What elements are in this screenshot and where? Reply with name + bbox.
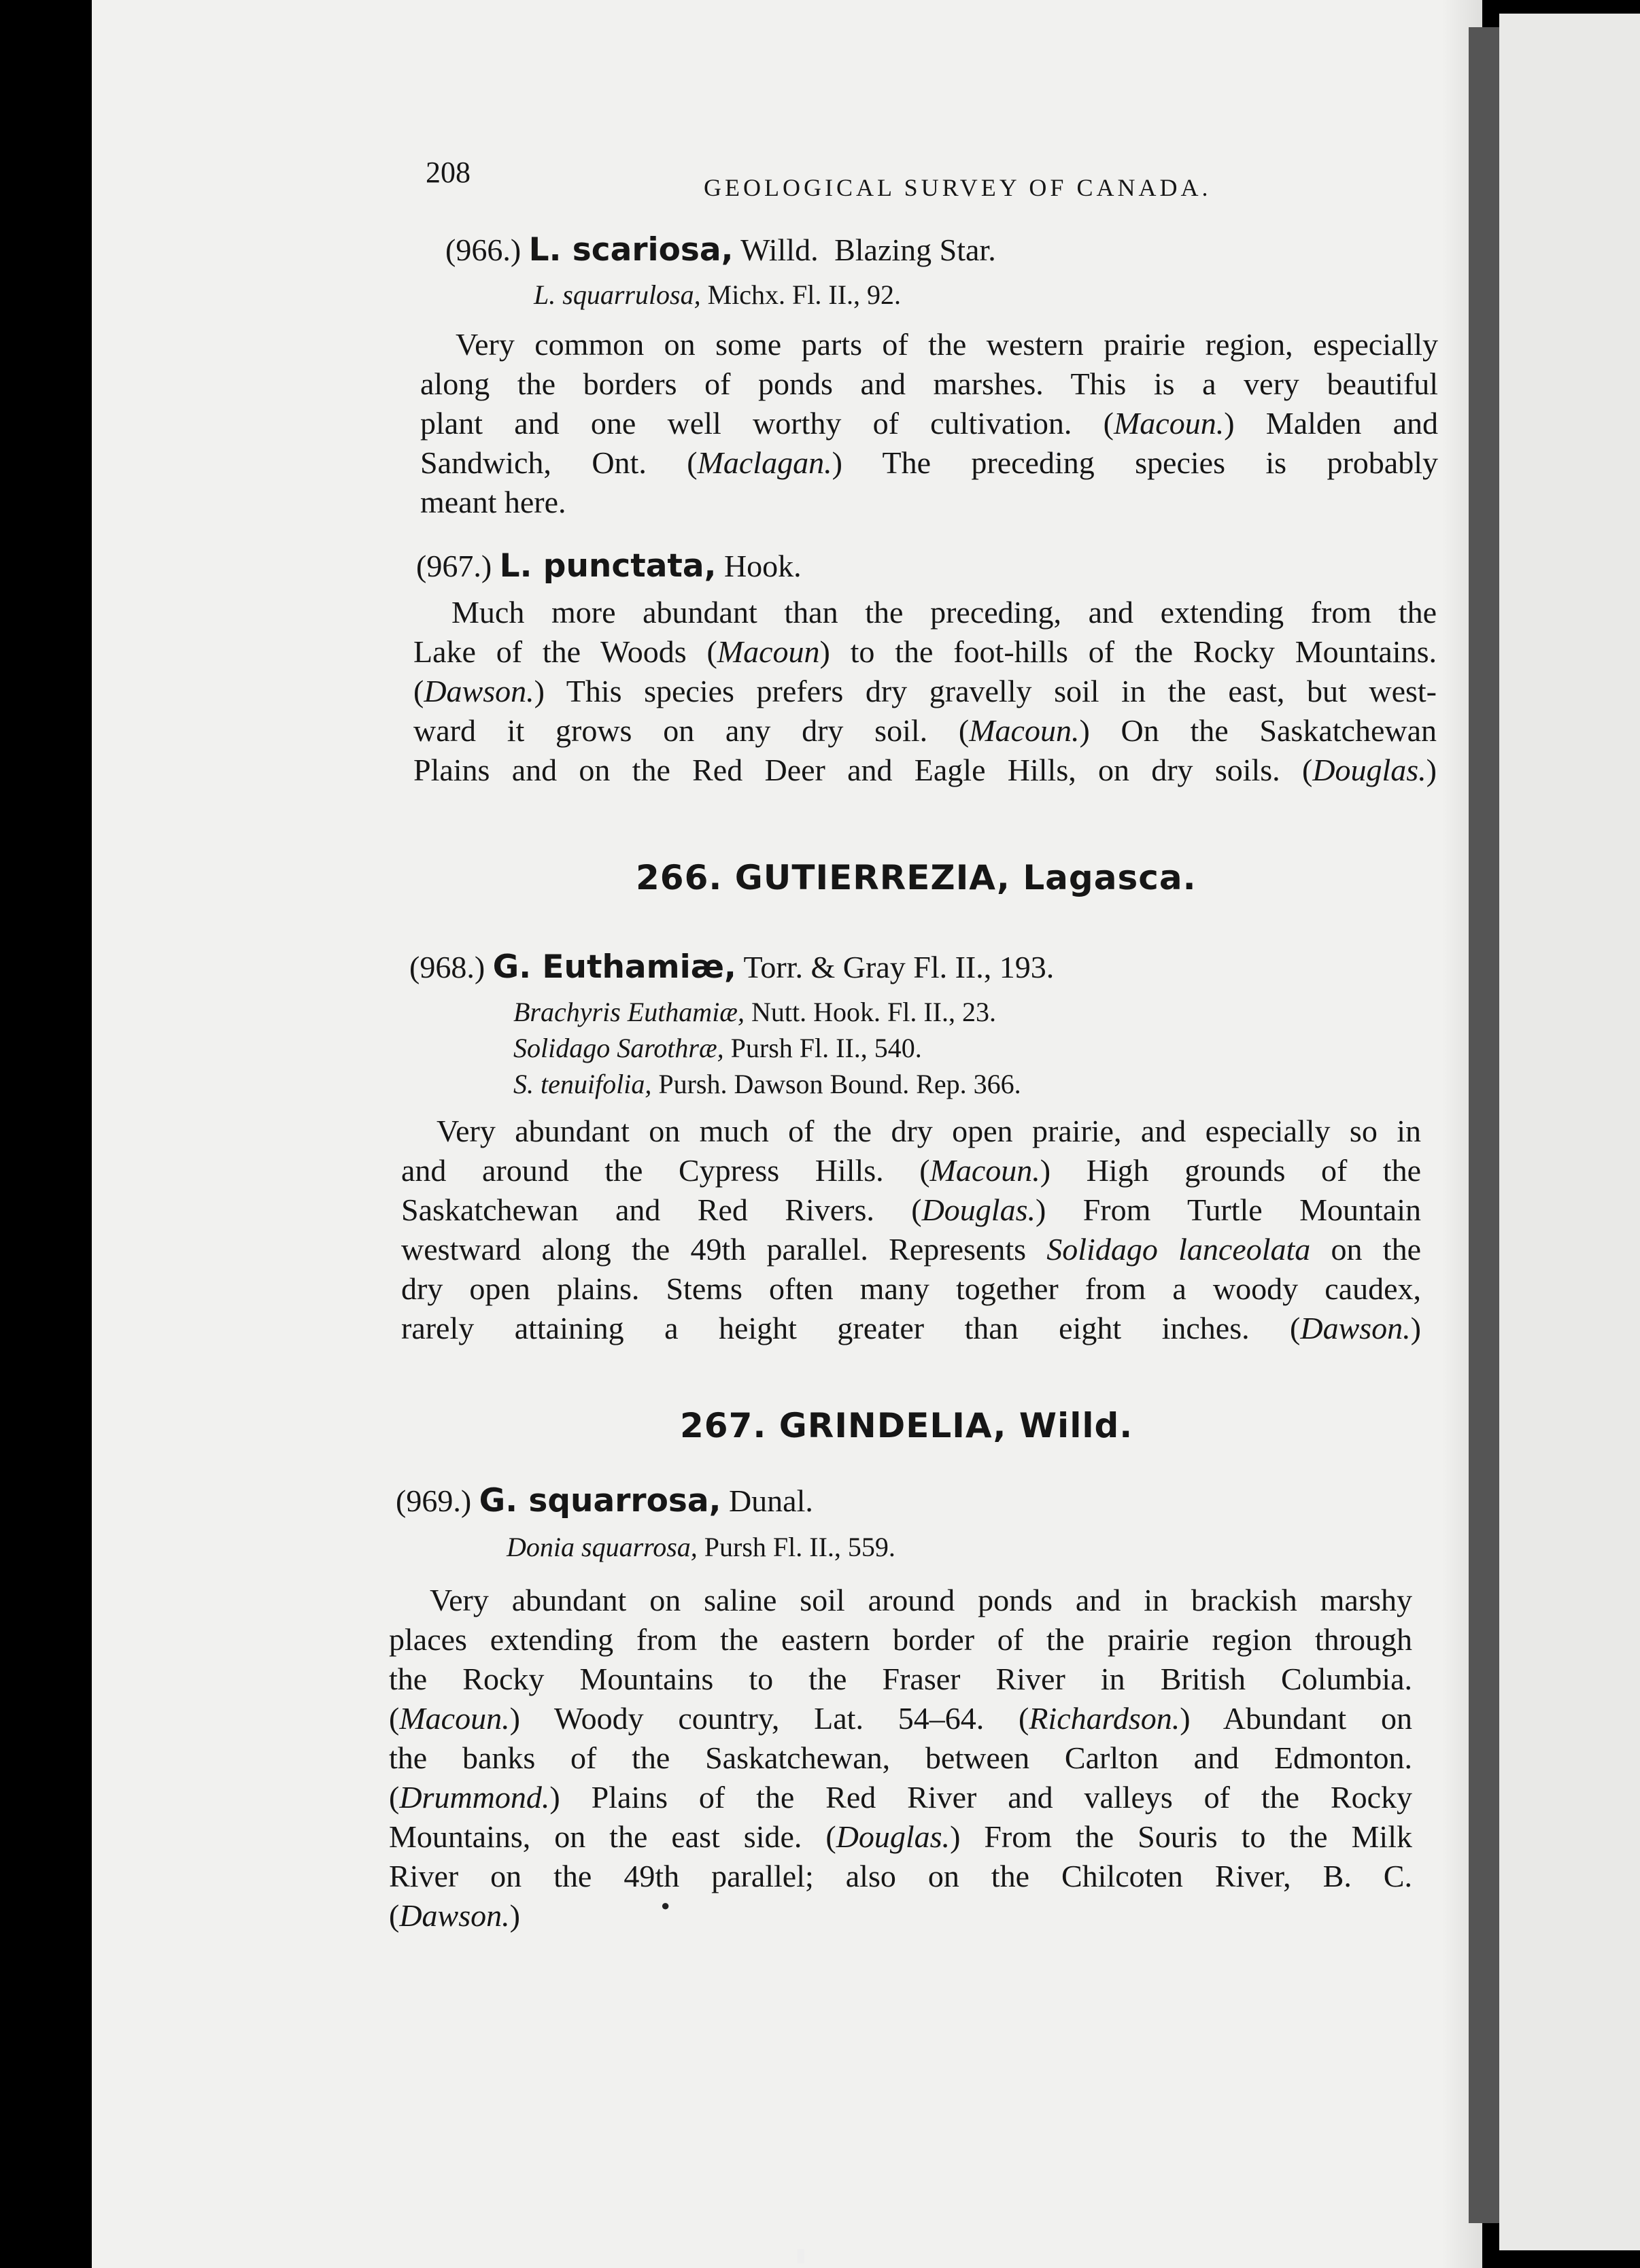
common-name: Blazing Star.: [834, 233, 996, 267]
text-line: along the borders of ponds and marshes. This is a very beautiful: [420, 366, 1438, 401]
text-line: (Macoun.) Woody country, Lat. 54–64. (Richardson.) Abundant on: [389, 1701, 1412, 1736]
entry-966-text: [420, 325, 1438, 522]
entry-number: (966.): [445, 233, 522, 267]
synonym-line: [534, 279, 901, 311]
synonym-line: Solidago Sarothræ, Pursh Fl. II., 540.: [513, 1033, 922, 1063]
text-line: River on the 49th parallel; also on the Chilcoten River, B. C.: [389, 1859, 1412, 1893]
entry-967-text: [413, 593, 1437, 790]
synonym-ref: Michx. Fl. II., 92.: [707, 279, 902, 310]
running-title: GEOLOGICAL SURVEY OF CANADA.: [704, 174, 1212, 201]
species-author: Torr. & Gray Fl. II., 193.: [743, 950, 1055, 984]
text-line: and around the Cypress Hills. (Macoun.) High grounds of the: [401, 1153, 1421, 1188]
text-line: Sandwich, Ont. (Maclagan.) The preceding species is probably: [420, 445, 1438, 480]
text-line: the banks of the Saskatchewan, between Carlton and Edmonton.: [389, 1740, 1412, 1775]
species-name: G. Euthamiæ,: [492, 948, 736, 986]
entry-number: (967.): [416, 549, 492, 583]
text-line: westward along the 49th parallel. Represents Solidago lanceolata on the: [401, 1232, 1421, 1267]
page-number: 208: [426, 156, 471, 189]
text-line: Much more abundant than the preceding, and extending from the: [451, 595, 1437, 630]
genus-heading-267: 267. GRINDELIA, Willd.: [680, 1406, 1133, 1445]
entry-968-heading: [409, 948, 1054, 986]
genus-heading-266: 266. GUTIERREZIA, Lagasca.: [636, 858, 1197, 897]
text-line: the Rocky Mountains to the Fraser River in British Columbia.: [389, 1662, 1412, 1696]
text-line: Very common on some parts of the western prairie region, especially: [456, 327, 1438, 362]
synonym-line: S. tenuifolia, Pursh. Dawson Bound. Rep. 366.: [513, 1069, 1021, 1099]
text-line: places extending from the eastern border of the prairie region through: [389, 1622, 1412, 1657]
entry-number: (969.): [396, 1483, 472, 1518]
text-line: Mountains, on the east side. (Douglas.) From the Souris to the Milk: [389, 1819, 1412, 1854]
text-line: Very abundant on much of the dry open prairie, and especially so in: [437, 1114, 1421, 1148]
entry-968-text: [401, 1112, 1421, 1348]
text-line: dry open plains. Stems often many together from a woody caudex,: [401, 1271, 1421, 1306]
species-author: Willd.: [740, 233, 819, 267]
entry-number: (968.): [409, 950, 485, 984]
species-name: L. scariosa,: [528, 231, 734, 269]
entry-967-heading: [416, 547, 802, 585]
species-name: G. squarrosa,: [479, 1482, 721, 1519]
text-line: rarely attaining a height greater than eight inches. (Dawson.): [401, 1311, 1421, 1345]
book-spine-edge: [1469, 27, 1499, 2223]
entry-966-heading: [445, 231, 996, 269]
text-line: Saskatchewan and Red Rivers. (Douglas.) From Turtle Mountain: [401, 1192, 1421, 1227]
species-author: Dunal.: [728, 1483, 813, 1518]
text-line: ward it grows on any dry soil. (Macoun.) On the Saskatchewan: [413, 713, 1437, 748]
synonym-name: L. squarrulosa,: [534, 279, 701, 310]
text-line: (Drummond.) Plains of the Red River and valleys of the Rocky: [389, 1780, 1412, 1815]
scan-mark: ▮: [796, 2245, 806, 2266]
facing-page-edge: [1499, 14, 1640, 2250]
synonym-line: Brachyris Euthamiæ, Nutt. Hook. Fl. II., 23.: [513, 997, 996, 1027]
text-line: Very abundant on saline soil around ponds and in brackish marshy: [430, 1583, 1412, 1617]
text-line: Lake of the Woods (Macoun) to the foot-hills of the Rocky Mountains.: [413, 634, 1437, 669]
text-line: meant here.: [420, 485, 566, 519]
text-line: plant and one well worthy of cultivation. (Macoun.) Malden and: [420, 406, 1438, 441]
text-line: Plains and on the Red Deer and Eagle Hills, on dry soils. (Douglas.): [413, 753, 1437, 787]
species-name: L. punctata,: [499, 547, 717, 585]
entry-969-text: [389, 1581, 1412, 1936]
text-line: (Dawson.) This species prefers dry gravelly soil in the east, but west-: [413, 674, 1437, 708]
ink-speck: ●: [661, 1897, 670, 1914]
species-author: Hook.: [723, 549, 802, 583]
entry-969-heading: [396, 1482, 813, 1519]
text-line: (Dawson.): [389, 1898, 520, 1933]
synonym-line: Donia squarrosa, Pursh Fl. II., 559.: [507, 1532, 895, 1562]
